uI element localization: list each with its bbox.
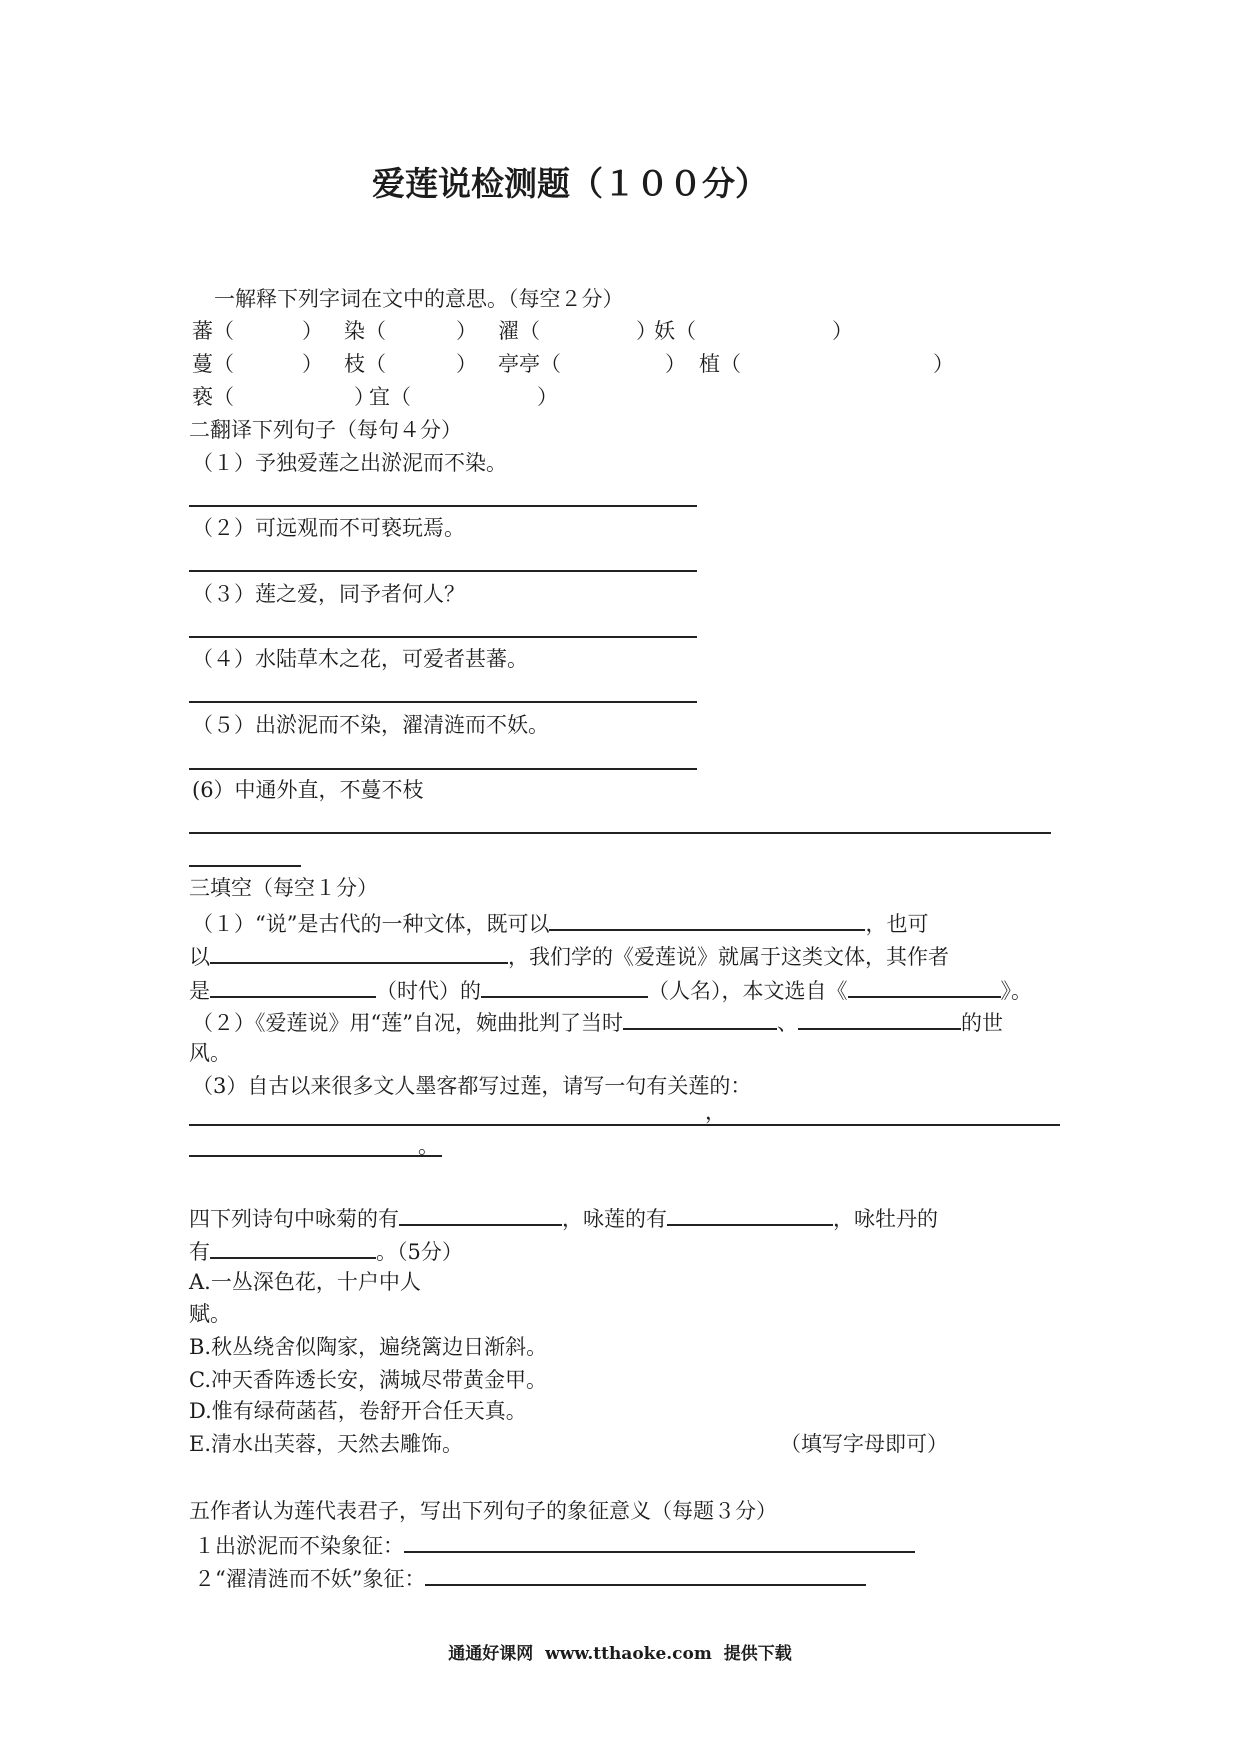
answer-space — [540, 337, 636, 338]
page-footer: 通通好课网 www.tthaoke.com 提供下载 — [448, 1644, 792, 1664]
fill-text: 有 — [189, 1240, 210, 1264]
translate-sentence: （１）予独爱莲之出淤泥而不染。 — [192, 451, 507, 475]
document-title: 爱莲说检测题（１００分） — [372, 164, 768, 203]
paren-close: ） — [456, 352, 477, 376]
vocab-item — [344, 352, 477, 376]
fill-text: 。（5分） — [376, 1240, 463, 1264]
answer-line — [189, 636, 697, 638]
answer-space — [411, 403, 537, 404]
paren-close: ） — [302, 319, 323, 343]
vocab-word: 亵 — [192, 385, 213, 409]
paren-open: （ — [365, 319, 386, 343]
fill-text: 、 — [776, 1011, 798, 1035]
paren-close: ） — [636, 319, 657, 343]
fill-blank — [425, 1564, 866, 1586]
paren-close: ） — [933, 352, 954, 376]
answer-space — [234, 337, 302, 338]
paren-open: （ — [213, 385, 234, 409]
translate-sentence: （３）莲之爱，同予者何人？ — [192, 582, 465, 606]
vocab-word: 宜 — [369, 385, 390, 409]
vocab-word: 枝 — [344, 352, 365, 376]
vocab-item — [369, 385, 558, 409]
vocab-word: 植 — [699, 352, 720, 376]
fill-blank — [481, 976, 648, 998]
answer-space — [386, 370, 456, 371]
answer-space — [696, 337, 832, 338]
paren-close: ） — [302, 352, 323, 376]
translate-sentence: (6）中通外直，不蔓不枝 — [192, 778, 424, 802]
poem-option: A.一丛深色花，十户中人 — [189, 1270, 421, 1294]
fill-text: 》。 — [1000, 979, 1032, 1003]
fill-line — [189, 976, 1032, 1003]
fill-text: ２“濯清涟而不妖”象征： — [194, 1567, 426, 1591]
section-4-heading: 四下列诗句中咏菊的有 — [189, 1207, 399, 1231]
vocab-item — [699, 352, 954, 376]
fill-line — [192, 909, 928, 936]
fill-text: （3）自古以来很多文人墨客都写过莲，请写一句有关莲的： — [192, 1074, 752, 1098]
vocab-item — [498, 352, 686, 376]
fill-blank — [848, 976, 1001, 998]
fill-text: ，咏牡丹的 — [833, 1207, 938, 1231]
fill-blank — [399, 1204, 562, 1226]
answer-line — [189, 570, 697, 572]
fill-text: 是 — [189, 979, 210, 1003]
vocab-word: 蕃 — [192, 319, 213, 343]
paren-close: ） — [537, 385, 558, 409]
fill-text: ，我们学的《爱莲说》就属于这类文体，其作者 — [508, 945, 949, 969]
paren-close: ） — [665, 352, 686, 376]
fill-line — [189, 942, 949, 969]
paren-open: （ — [720, 352, 741, 376]
fill-line — [189, 1204, 938, 1231]
answer-hint: （填写字母即可） — [780, 1432, 948, 1456]
answer-line — [189, 768, 697, 770]
answer-line — [189, 832, 1051, 834]
answer-line — [189, 701, 697, 703]
answer-line — [189, 1124, 1060, 1126]
fill-text: １出淤泥而不染象征： — [194, 1534, 404, 1558]
answer-line — [189, 505, 697, 507]
answer-comma: ， — [705, 1100, 726, 1124]
translate-sentence: （２）可远观而不可亵玩焉。 — [192, 516, 465, 540]
vocab-word: 蔓 — [192, 352, 213, 376]
answer-space — [386, 337, 456, 338]
vocab-word: 濯 — [498, 319, 519, 343]
fill-line — [192, 1008, 1003, 1035]
vocab-item — [192, 385, 375, 409]
translate-sentence: （５）出淤泥而不染，濯清涟而不妖。 — [192, 713, 549, 737]
fill-text: （２）《爱莲说》用“莲”自况，婉曲批判了当时 — [192, 1011, 623, 1035]
vocab-word: 染 — [344, 319, 365, 343]
fill-line — [189, 1237, 463, 1264]
paren-open: （ — [213, 352, 234, 376]
answer-space — [234, 370, 302, 371]
paren-open: （ — [390, 385, 411, 409]
fill-text: ，也可 — [865, 912, 929, 936]
paren-close: ） — [456, 319, 477, 343]
poem-option: D.惟有绿荷菡萏，卷舒开合任天真。 — [189, 1399, 527, 1423]
fill-blank — [210, 1237, 376, 1259]
poem-option: B.秋丛绕舍似陶家，遍绕篱边日渐斜。 — [189, 1335, 548, 1359]
fill-blank — [667, 1204, 833, 1226]
section-5-heading: 五作者认为莲代表君子，写出下列句子的象征意义（每题３分） — [189, 1499, 777, 1523]
paren-open: （ — [540, 352, 561, 376]
vocab-item — [654, 319, 853, 343]
poem-option: C.冲天香阵透长安，满城尽带黄金甲。 — [189, 1368, 547, 1392]
symbol-question — [194, 1564, 866, 1591]
section-3-heading: 三填空（每空１分） — [189, 876, 378, 900]
fill-text: 以 — [189, 945, 210, 969]
fill-blank — [210, 976, 376, 998]
answer-space — [561, 370, 665, 371]
fill-text: （时代）的 — [376, 979, 481, 1003]
translate-sentence: （４）水陆草木之花，可爱者甚蕃。 — [192, 647, 528, 671]
answer-space — [234, 403, 354, 404]
answer-period: 。 — [418, 1134, 439, 1158]
answer-line-short — [189, 865, 301, 867]
symbol-question — [194, 1531, 915, 1558]
vocab-item — [192, 352, 323, 376]
vocab-item — [192, 319, 323, 343]
fill-line — [189, 1041, 231, 1065]
paren-close: ） — [832, 319, 853, 343]
vocab-word: 亭亭 — [498, 352, 540, 376]
fill-blank — [798, 1008, 961, 1030]
paren-open: （ — [675, 319, 696, 343]
fill-text: （１）“说”是古代的一种文体，既可以 — [192, 912, 550, 936]
fill-blank — [623, 1008, 777, 1030]
fill-text: ，咏莲的有 — [562, 1207, 667, 1231]
vocab-word: 妖 — [654, 319, 675, 343]
vocab-item — [344, 319, 477, 343]
fill-text: 风。 — [189, 1041, 231, 1065]
paren-close: ） — [354, 385, 375, 409]
poem-option: E.清水出芙蓉，天然去雕饰。 — [189, 1432, 464, 1456]
fill-blank — [549, 909, 865, 931]
fill-text: 的世 — [960, 1011, 1003, 1035]
answer-line — [189, 1155, 442, 1157]
fill-blank — [210, 942, 508, 964]
section-1-heading: 一解释下列字词在文中的意思。（每空２分） — [214, 287, 624, 311]
paren-open: （ — [365, 352, 386, 376]
poem-option-continued: 赋。 — [189, 1302, 231, 1326]
section-2-heading: 二翻译下列句子（每句４分） — [189, 418, 462, 442]
vocab-item — [498, 319, 657, 343]
fill-line — [192, 1074, 751, 1098]
paren-open: （ — [519, 319, 540, 343]
fill-blank — [404, 1531, 915, 1553]
paren-open: （ — [213, 319, 234, 343]
fill-text: （人名），本文选自《 — [648, 979, 848, 1003]
answer-space — [741, 370, 933, 371]
